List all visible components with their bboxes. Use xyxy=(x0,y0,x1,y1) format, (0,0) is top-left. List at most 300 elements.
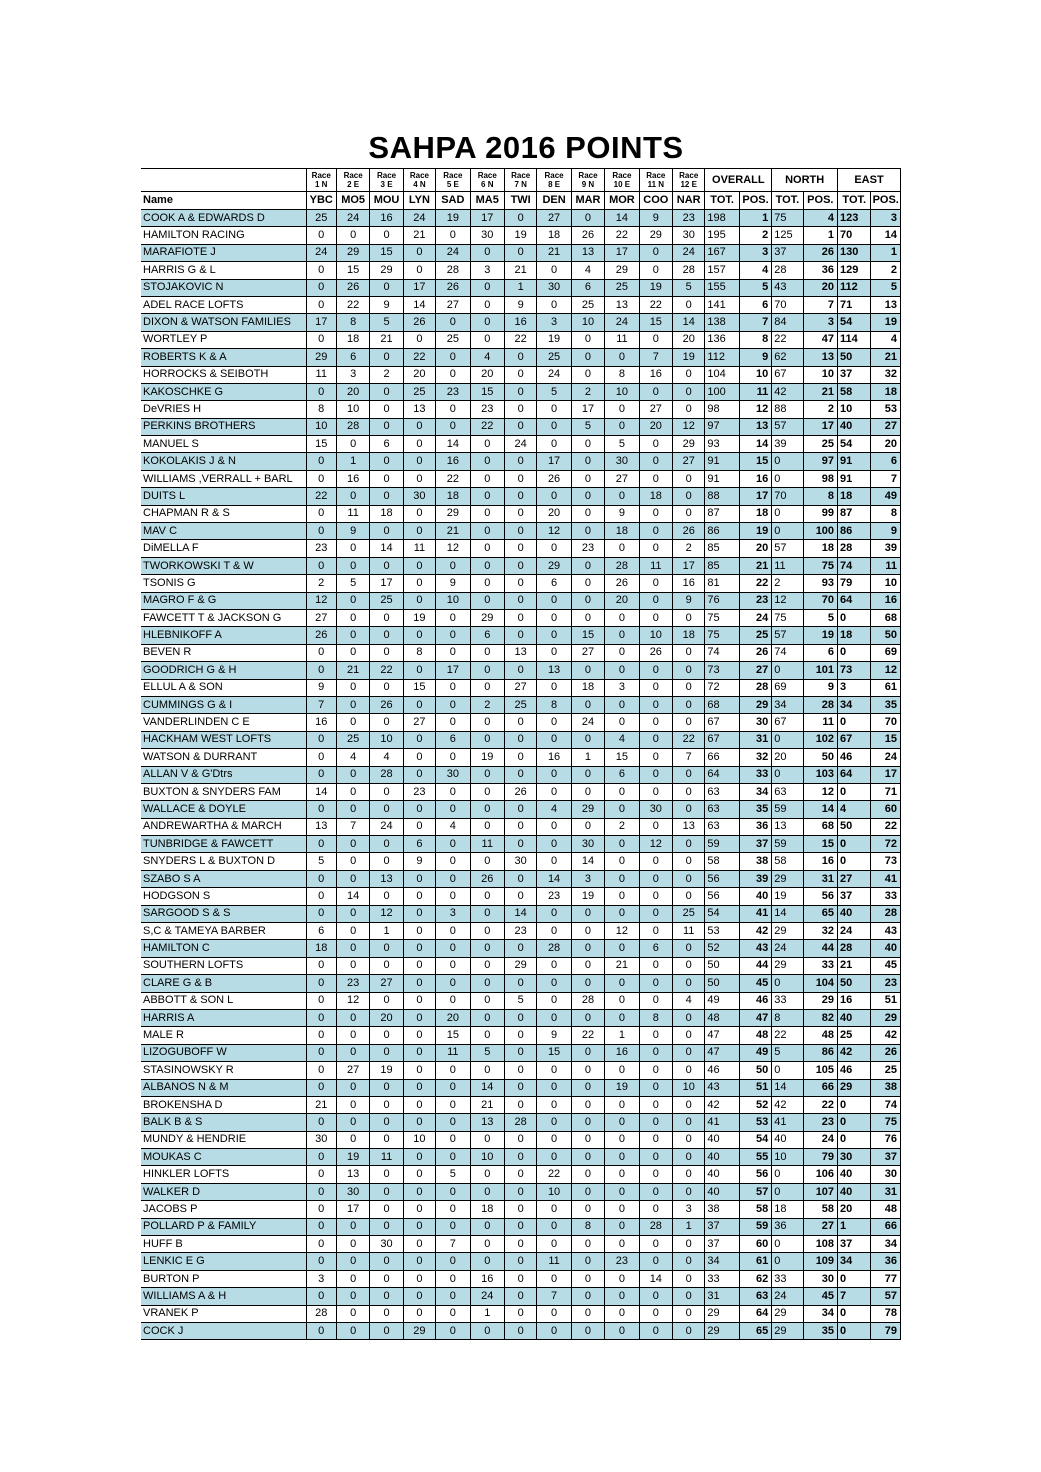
overall-total: 68 xyxy=(705,696,739,713)
race-points: 0 xyxy=(436,1183,470,1200)
header-blank xyxy=(141,169,306,192)
race-points: 0 xyxy=(436,1288,470,1305)
member-name: WATSON & DURRANT xyxy=(141,749,306,766)
east-total: 87 xyxy=(838,505,871,522)
race-points: 0 xyxy=(571,662,604,679)
race-points: 1 xyxy=(336,453,369,470)
race-points: 0 xyxy=(336,836,369,853)
overall-total: 72 xyxy=(705,679,739,696)
race-points: 0 xyxy=(537,1096,571,1113)
race-points: 0 xyxy=(436,975,470,992)
table-row xyxy=(141,923,901,940)
race-points: 0 xyxy=(571,1131,604,1148)
east-total: 0 xyxy=(838,783,871,800)
race-points: 0 xyxy=(470,1062,504,1079)
race-points: 29 xyxy=(470,609,504,626)
east-total: 40 xyxy=(838,418,871,435)
race-points: 28 xyxy=(436,262,470,279)
north-total: 75 xyxy=(772,609,803,626)
overall-total: 157 xyxy=(705,262,739,279)
race-points: 0 xyxy=(436,1096,470,1113)
north-total: 43 xyxy=(772,279,803,296)
race-points: 2 xyxy=(306,575,336,592)
race-points: 0 xyxy=(436,314,470,331)
north-position: 28 xyxy=(803,696,837,713)
race-points: 0 xyxy=(436,644,470,661)
table-row xyxy=(141,1114,901,1131)
race-points: 0 xyxy=(639,957,672,974)
overall-total: 85 xyxy=(705,557,739,574)
race-points: 0 xyxy=(370,957,403,974)
race-points: 0 xyxy=(403,627,435,644)
race-points: 25 xyxy=(336,731,369,748)
race-points: 0 xyxy=(639,1201,672,1218)
east-total: 73 xyxy=(838,662,871,679)
race-points: 15 xyxy=(436,1027,470,1044)
race-points: 0 xyxy=(673,662,705,679)
table-row xyxy=(141,1236,901,1253)
race-points: 0 xyxy=(673,696,705,713)
race-points: 0 xyxy=(504,453,536,470)
race-points: 0 xyxy=(605,662,639,679)
east-position: 33 xyxy=(871,888,901,905)
race-points: 13 xyxy=(673,818,705,835)
north-total: 88 xyxy=(772,401,803,418)
north-total: 59 xyxy=(772,836,803,853)
race-label: Race xyxy=(544,171,564,180)
sheet-title: SAHPA 2016 POINTS xyxy=(368,130,684,165)
race-points: 27 xyxy=(639,401,672,418)
race-points: 8 xyxy=(336,314,369,331)
race-points: 27 xyxy=(673,453,705,470)
race-points: 19 xyxy=(470,749,504,766)
race-points: 0 xyxy=(370,401,403,418)
race-points: 0 xyxy=(673,870,705,887)
north-position: 36 xyxy=(803,262,837,279)
race-points: 13 xyxy=(306,818,336,835)
north-total: 0 xyxy=(772,1236,803,1253)
north-total: 12 xyxy=(772,592,803,609)
east-position: 18 xyxy=(871,383,901,400)
race-points: 17 xyxy=(605,244,639,261)
east-total: 0 xyxy=(838,1096,871,1113)
overall-total: 58 xyxy=(705,853,739,870)
east-position: 9 xyxy=(871,523,901,540)
race-points: 0 xyxy=(605,401,639,418)
north-position: 29 xyxy=(803,992,837,1009)
member-name: WORTLEY P xyxy=(141,331,306,348)
north-total: 0 xyxy=(772,766,803,783)
race-points: 0 xyxy=(470,470,504,487)
race-points: 29 xyxy=(436,505,470,522)
east-position: 61 xyxy=(871,679,901,696)
race-points: 0 xyxy=(673,975,705,992)
table-row xyxy=(141,992,901,1009)
race-points: 0 xyxy=(673,679,705,696)
member-name: SZABO S A xyxy=(141,870,306,887)
member-name: MOUKAS C xyxy=(141,1149,306,1166)
race-points: 15 xyxy=(470,383,504,400)
race-points: 0 xyxy=(403,418,435,435)
race-points: 20 xyxy=(403,366,435,383)
race-points: 4 xyxy=(571,262,604,279)
race-points: 0 xyxy=(571,1149,604,1166)
race-points: 0 xyxy=(673,609,705,626)
north-total: 57 xyxy=(772,418,803,435)
race-points: 4 xyxy=(370,749,403,766)
north-total: 39 xyxy=(772,436,803,453)
race-points: 22 xyxy=(605,227,639,244)
race-points: 0 xyxy=(673,1166,705,1183)
race-points: 16 xyxy=(436,453,470,470)
race-points: 0 xyxy=(370,679,403,696)
overall-total: 75 xyxy=(705,627,739,644)
race-points: 0 xyxy=(306,992,336,1009)
race-points: 0 xyxy=(436,783,470,800)
north-total: 0 xyxy=(772,470,803,487)
race-points: 28 xyxy=(605,557,639,574)
member-name: MANUEL S xyxy=(141,436,306,453)
race-points: 16 xyxy=(470,1270,504,1287)
table-row xyxy=(141,836,901,853)
race-points: 0 xyxy=(403,262,435,279)
overall-total: 104 xyxy=(705,366,739,383)
race-points: 0 xyxy=(504,401,536,418)
race-points: 0 xyxy=(306,1253,336,1270)
table-row xyxy=(141,262,901,279)
race-points: 0 xyxy=(436,957,470,974)
race-points: 0 xyxy=(470,540,504,557)
race-points: 14 xyxy=(571,853,604,870)
overall-total: 97 xyxy=(705,418,739,435)
race-points: 0 xyxy=(537,1079,571,1096)
race-points: 0 xyxy=(306,505,336,522)
race-points: 19 xyxy=(504,227,536,244)
race-label: Race xyxy=(679,171,699,180)
race-points: 19 xyxy=(403,609,435,626)
race-points: 0 xyxy=(403,818,435,835)
race-points: 0 xyxy=(306,1218,336,1235)
race-points: 3 xyxy=(306,1270,336,1287)
race-points: 0 xyxy=(673,1044,705,1061)
table-row xyxy=(141,1131,901,1148)
race-points: 9 xyxy=(370,296,403,313)
race-points: 0 xyxy=(336,870,369,887)
race-points: 19 xyxy=(336,1149,369,1166)
race-points: 6 xyxy=(605,766,639,783)
race-number: 2 E xyxy=(347,180,360,189)
race-code: SAD xyxy=(436,192,470,210)
east-total: 3 xyxy=(838,679,871,696)
race-points: 25 xyxy=(605,279,639,296)
race-points: 29 xyxy=(639,227,672,244)
race-points: 23 xyxy=(403,783,435,800)
race-points: 13 xyxy=(370,870,403,887)
race-points: 0 xyxy=(436,714,470,731)
race-points: 0 xyxy=(370,1131,403,1148)
race-points: 0 xyxy=(639,923,672,940)
race-points: 23 xyxy=(571,540,604,557)
race-points: 18 xyxy=(639,488,672,505)
race-points: 0 xyxy=(403,453,435,470)
race-points: 0 xyxy=(537,1201,571,1218)
race-points: 0 xyxy=(504,1044,536,1061)
race-points: 30 xyxy=(605,453,639,470)
race-points: 0 xyxy=(470,279,504,296)
race-points: 0 xyxy=(571,783,604,800)
race-points: 18 xyxy=(370,505,403,522)
race-points: 0 xyxy=(336,436,369,453)
north-total: 29 xyxy=(772,1305,803,1322)
race-points: 0 xyxy=(306,888,336,905)
race-points: 0 xyxy=(639,1096,672,1113)
overall-position: 38 xyxy=(739,853,771,870)
table-row xyxy=(141,679,901,696)
race-points: 21 xyxy=(436,523,470,540)
race-points: 0 xyxy=(605,1305,639,1322)
member-name: TWORKOWSKI T & W xyxy=(141,557,306,574)
race-points: 4 xyxy=(537,801,571,818)
north-total: 0 xyxy=(772,523,803,540)
race-points: 0 xyxy=(403,662,435,679)
group-header-overall: OVERALL xyxy=(705,169,772,192)
race-points: 0 xyxy=(306,557,336,574)
race-points: 5 xyxy=(571,418,604,435)
race-points: 0 xyxy=(639,1044,672,1061)
member-name: FAWCETT T & JACKSON G xyxy=(141,609,306,626)
race-points: 0 xyxy=(571,1062,604,1079)
overall-position: 27 xyxy=(739,662,771,679)
table-row xyxy=(141,1079,901,1096)
race-points: 29 xyxy=(403,1323,435,1340)
member-name: LIZOGUBOFF W xyxy=(141,1044,306,1061)
race-points: 0 xyxy=(336,1305,369,1322)
north-position: 66 xyxy=(803,1079,837,1096)
race-points: 8 xyxy=(537,696,571,713)
race-points: 3 xyxy=(605,679,639,696)
race-points: 10 xyxy=(639,627,672,644)
north-total: 125 xyxy=(772,227,803,244)
race-points: 0 xyxy=(436,1253,470,1270)
overall-position: 6 xyxy=(739,296,771,313)
race-points: 0 xyxy=(639,470,672,487)
north-position: 14 xyxy=(803,801,837,818)
race-points: 9 xyxy=(403,853,435,870)
table-row xyxy=(141,853,901,870)
table-row xyxy=(141,1183,901,1200)
member-name: WALKER D xyxy=(141,1183,306,1200)
race-points: 0 xyxy=(537,1236,571,1253)
race-number: 8 E xyxy=(548,180,561,189)
race-points: 24 xyxy=(470,1288,504,1305)
race-points: 0 xyxy=(403,957,435,974)
table-row xyxy=(141,1218,901,1235)
east-position: 60 xyxy=(871,801,901,818)
race-points: 29 xyxy=(370,262,403,279)
north-position: 5 xyxy=(803,609,837,626)
race-points: 19 xyxy=(605,1079,639,1096)
east-total: 50 xyxy=(838,818,871,835)
overall-position: 13 xyxy=(739,418,771,435)
race-points: 27 xyxy=(370,975,403,992)
race-code: TWI xyxy=(504,192,536,210)
race-points: 0 xyxy=(639,453,672,470)
overall-total: 86 xyxy=(705,523,739,540)
race-points: 14 xyxy=(605,210,639,227)
race-points: 0 xyxy=(639,1062,672,1079)
table-row xyxy=(141,662,901,679)
east-total: 40 xyxy=(838,1166,871,1183)
race-points: 0 xyxy=(470,1323,504,1340)
overall-total: 98 xyxy=(705,401,739,418)
east-total: 0 xyxy=(838,644,871,661)
tot-header: TOT. xyxy=(705,192,739,210)
north-position: 4 xyxy=(803,210,837,227)
race-points: 0 xyxy=(336,801,369,818)
race-points: 0 xyxy=(537,592,571,609)
overall-position: 26 xyxy=(739,644,771,661)
race-points: 0 xyxy=(571,923,604,940)
overall-total: 91 xyxy=(705,470,739,487)
overall-total: 63 xyxy=(705,783,739,800)
race-points: 0 xyxy=(436,940,470,957)
race-points: 0 xyxy=(571,731,604,748)
east-position: 53 xyxy=(871,401,901,418)
race-points: 0 xyxy=(639,1149,672,1166)
table-row xyxy=(141,888,901,905)
race-points: 0 xyxy=(504,1131,536,1148)
race-points: 0 xyxy=(673,1062,705,1079)
race-number: 1 N xyxy=(315,180,328,189)
race-points: 0 xyxy=(436,418,470,435)
race-points: 0 xyxy=(571,1079,604,1096)
race-points: 8 xyxy=(571,1218,604,1235)
east-total: 10 xyxy=(838,401,871,418)
race-points: 0 xyxy=(639,1166,672,1183)
race-points: 0 xyxy=(436,870,470,887)
race-points: 4 xyxy=(436,818,470,835)
race-points: 9 xyxy=(673,592,705,609)
overall-position: 19 xyxy=(739,523,771,540)
race-points: 7 xyxy=(639,349,672,366)
north-total: 0 xyxy=(772,1253,803,1270)
race-points: 0 xyxy=(605,714,639,731)
east-position: 27 xyxy=(871,418,901,435)
race-points: 0 xyxy=(370,1166,403,1183)
race-code: LYN xyxy=(403,192,435,210)
east-total: 123 xyxy=(838,210,871,227)
race-points: 0 xyxy=(370,992,403,1009)
race-points: 0 xyxy=(673,1149,705,1166)
table-row xyxy=(141,1253,901,1270)
race-points: 0 xyxy=(537,401,571,418)
name-column-header: Name xyxy=(141,192,306,210)
north-total: 58 xyxy=(772,853,803,870)
overall-total: 37 xyxy=(705,1236,739,1253)
header-row-races xyxy=(141,169,901,192)
race-points: 0 xyxy=(504,940,536,957)
race-points: 0 xyxy=(306,870,336,887)
race-points: 11 xyxy=(537,1253,571,1270)
east-total: 16 xyxy=(838,992,871,1009)
north-total: 59 xyxy=(772,801,803,818)
table-row xyxy=(141,766,901,783)
race-points: 0 xyxy=(336,1027,369,1044)
race-points: 6 xyxy=(537,575,571,592)
race-points: 0 xyxy=(571,1253,604,1270)
race-points: 0 xyxy=(470,801,504,818)
race-header xyxy=(470,169,504,192)
race-points: 0 xyxy=(306,1027,336,1044)
east-total: 54 xyxy=(838,314,871,331)
member-name: BEVEN R xyxy=(141,644,306,661)
race-points: 13 xyxy=(336,1166,369,1183)
east-position: 43 xyxy=(871,923,901,940)
race-points: 26 xyxy=(306,627,336,644)
race-points: 0 xyxy=(504,1183,536,1200)
north-position: 44 xyxy=(803,940,837,957)
table-row xyxy=(141,296,901,313)
member-name: CLARE G & B xyxy=(141,975,306,992)
race-points: 0 xyxy=(403,801,435,818)
north-position: 34 xyxy=(803,1305,837,1322)
race-points: 0 xyxy=(571,1114,604,1131)
race-points: 0 xyxy=(673,401,705,418)
table-row xyxy=(141,279,901,296)
race-points: 0 xyxy=(571,1270,604,1287)
north-position: 79 xyxy=(803,1149,837,1166)
table-row xyxy=(141,627,901,644)
east-total: 21 xyxy=(838,957,871,974)
race-points: 0 xyxy=(537,296,571,313)
race-points: 0 xyxy=(403,470,435,487)
race-points: 0 xyxy=(639,679,672,696)
race-points: 22 xyxy=(436,470,470,487)
race-points: 0 xyxy=(605,1183,639,1200)
race-points: 2 xyxy=(605,818,639,835)
race-points: 0 xyxy=(605,1270,639,1287)
east-position: 78 xyxy=(871,1305,901,1322)
race-points: 0 xyxy=(436,1305,470,1322)
race-points: 0 xyxy=(639,696,672,713)
points-sheet xyxy=(141,128,901,1340)
race-points: 27 xyxy=(504,679,536,696)
east-total: 34 xyxy=(838,696,871,713)
race-points: 23 xyxy=(306,540,336,557)
race-points: 0 xyxy=(504,1166,536,1183)
race-points: 20 xyxy=(605,592,639,609)
race-points: 0 xyxy=(639,1183,672,1200)
race-points: 7 xyxy=(306,696,336,713)
race-points: 0 xyxy=(470,1027,504,1044)
race-points: 0 xyxy=(403,1236,435,1253)
race-points: 17 xyxy=(436,662,470,679)
race-points: 2 xyxy=(470,696,504,713)
race-points: 0 xyxy=(306,1149,336,1166)
race-number: 4 N xyxy=(413,180,426,189)
member-name: ALBANOS N & M xyxy=(141,1079,306,1096)
race-points: 0 xyxy=(571,1009,604,1026)
race-points: 10 xyxy=(605,383,639,400)
race-points: 0 xyxy=(436,1062,470,1079)
east-position: 42 xyxy=(871,1027,901,1044)
north-position: 105 xyxy=(803,1062,837,1079)
race-code: MA5 xyxy=(470,192,504,210)
race-points: 22 xyxy=(403,349,435,366)
race-points: 7 xyxy=(537,1288,571,1305)
overall-total: 100 xyxy=(705,383,739,400)
north-position: 26 xyxy=(803,244,837,261)
